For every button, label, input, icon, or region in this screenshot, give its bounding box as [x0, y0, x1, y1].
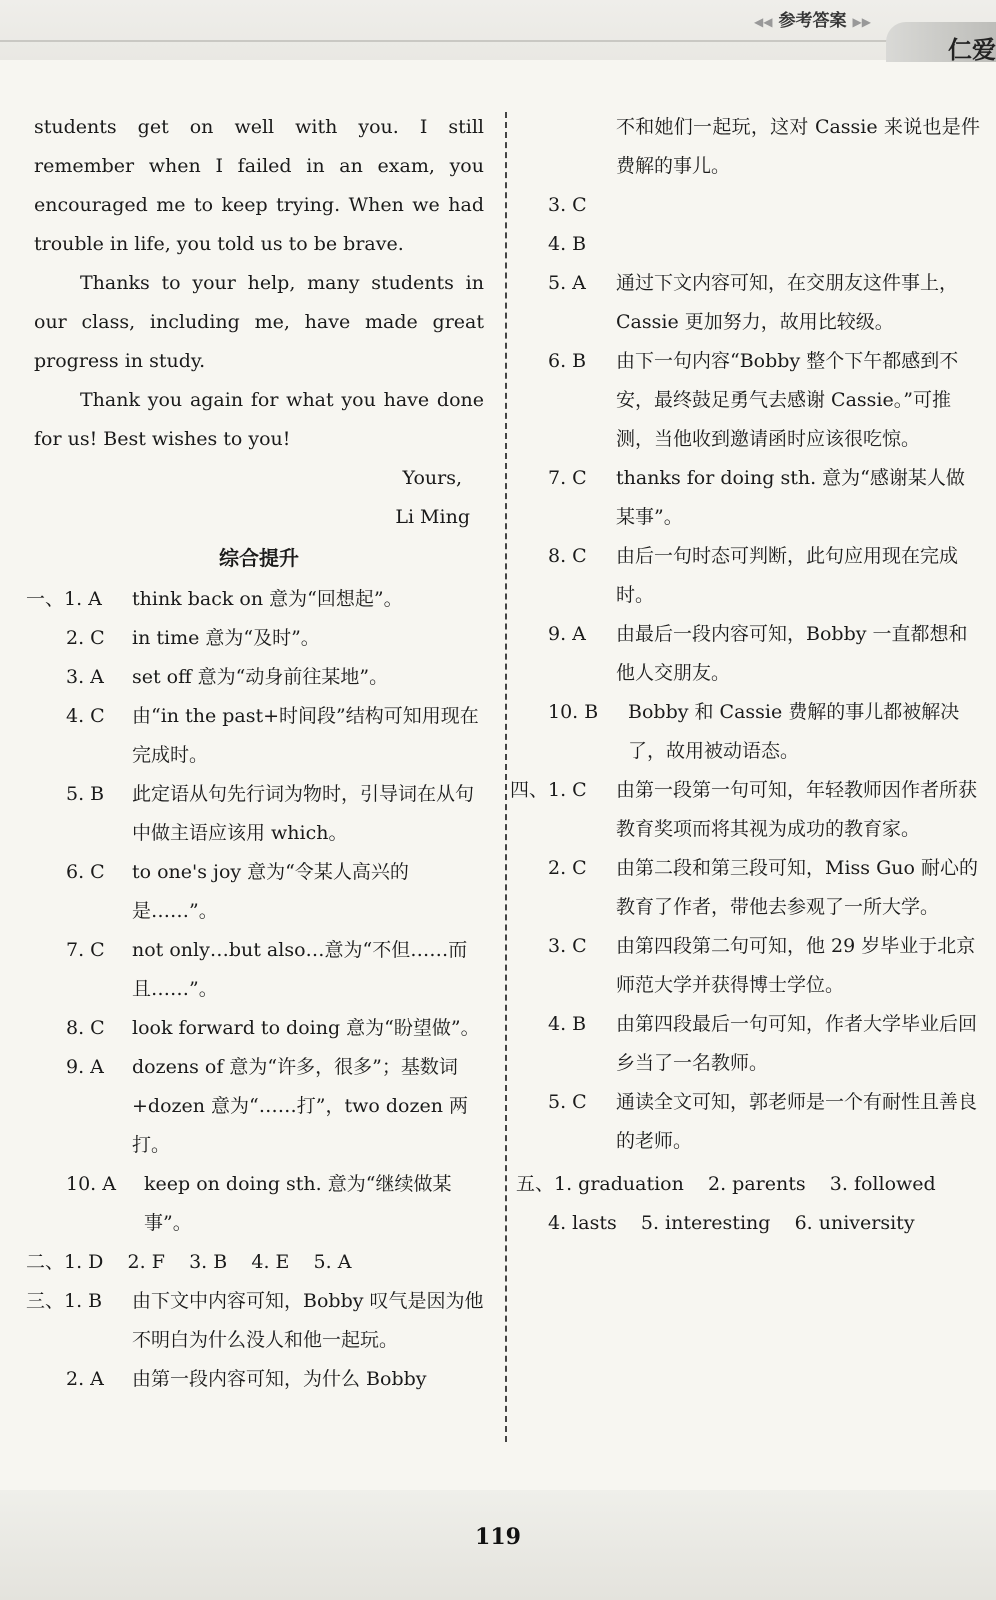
header-rule [0, 40, 890, 42]
header-brand: 仁爱 [948, 36, 996, 64]
answer-item: 2. C 由第二段和第三段可知，Miss Guo 耐心的教育了作者，带他去参观了一所大学。 [548, 857, 978, 918]
answer-item: 2. C in time 意为“及时”。 [66, 627, 320, 649]
page-number: 119 [475, 1524, 521, 1550]
answer-item: 3. C 由第四段第二句可知，他 29 岁毕业于北京师范大学并获得博士学位。 [548, 935, 976, 996]
double-right-arrow-icon: ▶▶ [852, 15, 871, 29]
letter-signature: Li Ming [395, 506, 470, 528]
left-column [26, 108, 484, 1399]
answer-item: 9. A dozens of 意为“许多，很多”；基数词+dozen 意为“……打”，two dozen 两打。 [66, 1056, 468, 1156]
section-title: 综合提升 [219, 546, 299, 570]
section-2-answers: 二、1. D 2. F 3. B 4. E 5. A [26, 1251, 352, 1273]
answer-item: 9. A 由最后一段内容可知，Bobby 一直都想和他人交朋友。 [548, 623, 968, 684]
answer-item: 4. B 由第四段最后一句可知，作者大学毕业后回乡当了一名教师。 [548, 1013, 978, 1074]
answer-item: 3. A set off 意为“动身前往某地”。 [66, 666, 389, 688]
answer-item: 10. B Bobby 和 Cassie 费解的事儿都被解决了，故用被动语态。 [548, 701, 960, 762]
right-column [510, 108, 980, 1243]
letter-paragraph-2: Thanks to your help, many students in our class, including me, have made great progress in study. [34, 272, 484, 372]
letter-paragraph-1: students get on well with you. I still remember when I failed in an exam, you encouraged me to keep trying. When we had trouble in life, you told us to be brave. [34, 116, 484, 255]
header-label-text: 参考答案 [778, 11, 847, 31]
letter-paragraph-3: Thank you again for what you have done for us! Best wishes to you! [34, 389, 484, 450]
section-5-line-2: 4. lasts 5. interesting 6. university [548, 1212, 915, 1234]
answer-item: 7. C not only…but also…意为“不但……而且……”。 [66, 939, 468, 1000]
answer-item: 4. B [548, 233, 587, 255]
answer-item: 4. C 由“in the past+时间段”结构可知用现在完成时。 [66, 705, 479, 766]
continuation-text: 不和她们一起玩，这对 Cassie 来说也是件费解的事儿。 [616, 116, 980, 177]
section-5-line-1: 五、1. graduation 2. parents 3. followed [516, 1173, 936, 1195]
letter-closing: Yours, [402, 467, 462, 489]
answer-item: 6. B 由下一句内容“Bobby 整个下午都感到不安，最终鼓足勇气去感谢 Cassie。”可推测，当他收到邀请函时应该很吃惊。 [548, 350, 959, 450]
answer-item: 8. C 由后一句时态可判断，此句应用现在完成时。 [548, 545, 959, 606]
answer-item: 2. A 由第一段内容可知，为什么 Bobby [66, 1368, 427, 1390]
header-label [748, 6, 877, 31]
column-divider [505, 112, 507, 1442]
answer-item: 3. C [548, 194, 587, 216]
answer-item: 三、1. B 由下文中内容可知，Bobby 叹气是因为他不明白为什么没人和他一起玩。 [26, 1290, 484, 1351]
answer-item: 10. A keep on doing sth. 意为“继续做某事”。 [66, 1173, 452, 1234]
answer-item: 8. C look forward to doing 意为“盼望做”。 [66, 1017, 480, 1039]
answer-item: 一、1. A think back on 意为“回想起”。 [26, 588, 403, 610]
answer-item: 5. B 此定语从句先行词为物时，引导词在从句中做主语应该用 which。 [66, 783, 475, 844]
answer-item: 5. C 通读全文可知，郭老师是一个有耐性且善良的老师。 [548, 1091, 978, 1152]
answer-item: 四、1. C 由第一段第一句可知，年轻教师因作者所获教育奖项而将其视为成功的教育家。 [510, 779, 978, 840]
header-band [0, 0, 996, 64]
answer-item: 7. C thanks for doing sth. 意为“感谢某人做某事”。 [548, 467, 965, 528]
double-left-arrow-icon: ◀◀ [754, 15, 773, 29]
answer-item: 6. C to one's joy 意为“令某人高兴的是……”。 [66, 861, 409, 922]
answer-item: 5. A 通过下文内容可知，在交朋友这件事上，Cassie 更加努力，故用比较级。 [548, 272, 959, 333]
